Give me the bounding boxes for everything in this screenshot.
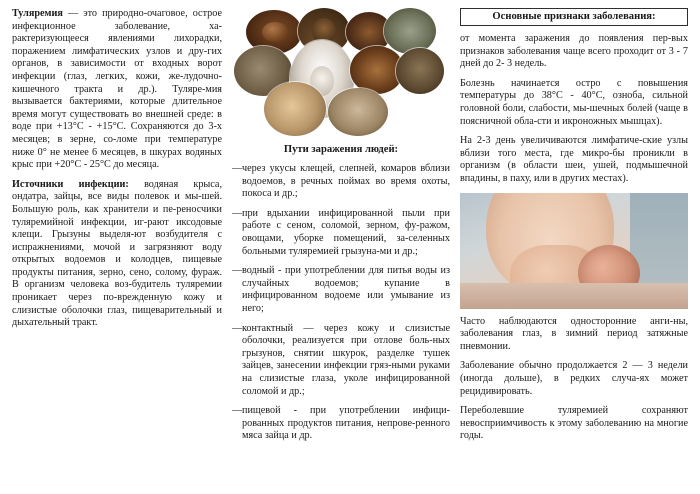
sources-paragraph	[12, 179, 222, 330]
symptoms-paragraph: Часто наблюдаются односторонние анги-ны, заболевания глаз, в зимний период затяжные пневмонии.	[460, 315, 688, 352]
list-item: — водный - при употреблении для питья воды из случайных водоемов; купание в инфицированном водоеме или умывание из него;	[232, 265, 450, 315]
sources-body: водяная крыса, ондатра, зайцы, все виды полевок и мы-шей. Большую роль, как хранители и пе-реносчики туляремийной инфекции, иг-рают иксодовые клещи. Грызуны выделя-ют возбудителя с испражнениями, мочой и загрязняют воду открытых водоемов и колодцев, пищевые продукты питания, зерно, сено, солому, фураж. В организм человека воз-будитель туляремии проникает через по-врежденную кожу и слизистые оболочки глаз, пищеварительный и дыхательный тракт.	[12, 178, 222, 329]
symptoms-paragraph: Болезнь начинается остро с повышения температуры до 38°С - 40°С, озноба, сильной головной боли, слабости, мы-шечных болей (чаще в поясничной обла-сти и икроножных мышцах).	[460, 77, 688, 127]
intro-body: — это природно-очаговое, острое инфекционное заболевание, ха-рактеризующееся явлениями лихорадки, поражением лимфатических узлов и дру-гих органов, в зависимости от входных ворот инфекции (глаз, легких, кожи, же-лудочно-кишечного тракта и др.). Туляре-мия вызывается бактериями, которые длительное время могут существовать во внешней среде: в воде при +13°С - +15°С. Сохраняются до 3-х месяцев; в зерне, со-ломе при температуре ниже 0° не менее 6 месяцев, в шкурах водяных крыс при +20°С - 25°С до месяца.	[12, 8, 222, 171]
hamster-photo	[264, 82, 326, 136]
intro-paragraph	[12, 8, 222, 172]
list-item: — пищевой - при употреблении инфици-рованных продуктов питания, непрове-ренного мяса зайца и др.	[232, 405, 450, 443]
symptoms-paragraph: Перебoлевшие туляремией сохраняют невосприимчивость к этому заболеванию на многие годы.	[460, 405, 688, 442]
animal-photo-collage	[228, 8, 446, 138]
list-item: — контактный — через кожу и слизистые оболочки, реализуется при отлове боль-ных грызунов, снятии шкурок, разделке тушек зайцев, занесении инфекции гряз-ными руками на слизистые глаза, уколе инфицированной соломой и др.;	[232, 323, 450, 399]
transmission-heading: Пути заражения людей:	[283, 144, 399, 155]
sources-lead: Источники инфекции:	[12, 178, 129, 190]
patient-neck-photo	[460, 193, 688, 309]
list-item: — при вдыхании инфицированной пыли при работе с сеном, соломой, зерном, фу-ражом, овощами, уборке помещений, за-селенных больными туляремией грызуна-ми и др.;	[232, 208, 450, 258]
middle-column	[232, 8, 450, 488]
mosquito-photo	[384, 8, 436, 54]
symptoms-paragraph: от момента заражения до появления пер-вых признаков заболевания чаще всего проходит от 3 - 7 дней до 2- 3 недель.	[460, 33, 688, 70]
intro-lead: Туляремия	[12, 8, 63, 19]
symptoms-paragraph: На 2-3 день увеличиваются лимфатиче-ские узлы вблизи того места, где микро-бы проникли в организм (в области шеи, ушей, подмышечной впадины, в паху, или в других местах).	[460, 135, 688, 184]
left-column	[12, 8, 222, 488]
symptoms-paragraph: Заболевание обычно продолжается 2 — 3 недели (иногда дольше), в редких случа-ях может рецидивировать.	[460, 360, 688, 397]
symptoms-heading: Основные признаки заболевания:	[460, 8, 688, 26]
hare-photo	[328, 88, 388, 136]
patient-shoulder	[460, 283, 688, 309]
list-item: — через укусы клещей, слепней, комаров вблизи водоемов, в речных поймах во время охоты, покоса и др.;	[232, 163, 450, 201]
muskrat-photo	[396, 48, 444, 94]
transmission-list	[232, 163, 450, 443]
right-column	[460, 8, 688, 488]
